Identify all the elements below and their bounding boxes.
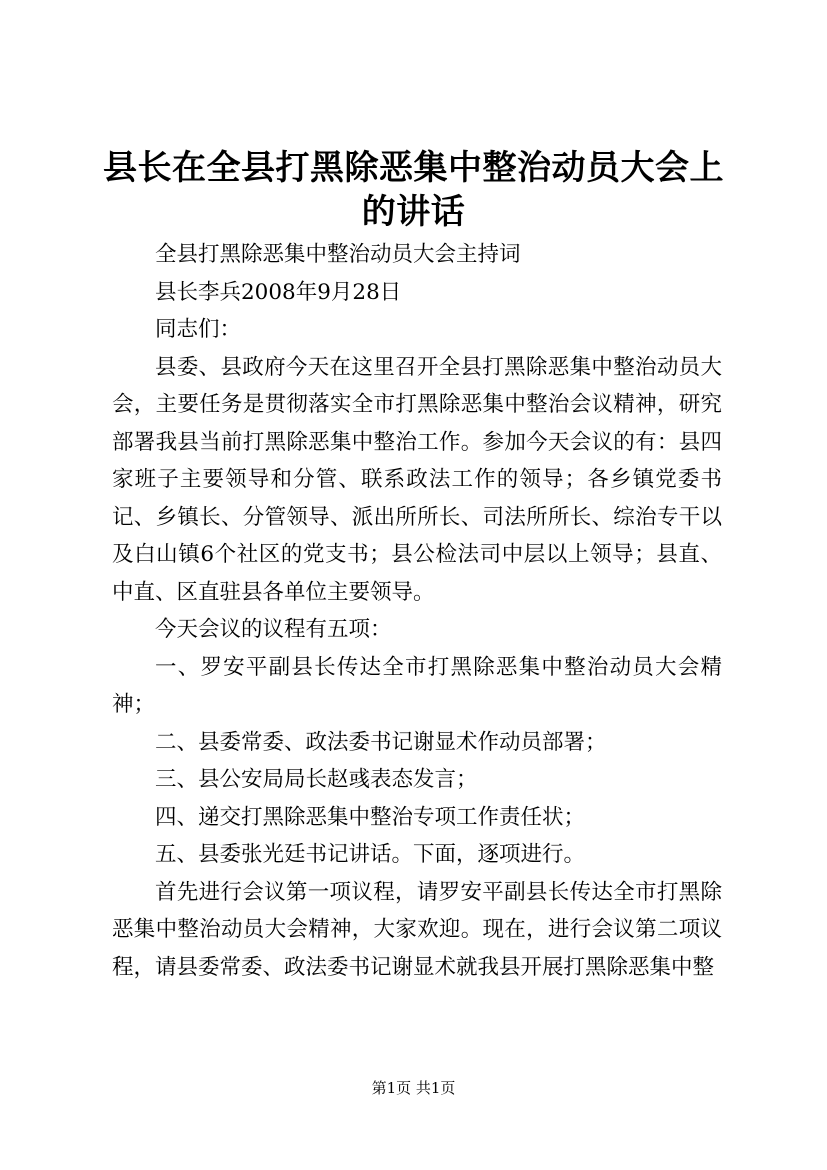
paragraph-agenda-item-1: 一、罗安平副县长传达全市打黑除恶集中整治动员大会精神； <box>112 654 722 717</box>
paragraph-agenda-item-2: 二、县委常委、政法委书记谢显术作动员部署； <box>155 729 607 755</box>
paragraph-host-script-title: 全县打黑除恶集中整治动员大会主持词 <box>155 242 521 267</box>
paragraph-salutation: 同志们： <box>155 317 242 342</box>
paragraph-speaker-date: 县长李兵2008年9月28日 <box>155 279 402 305</box>
paragraph-agenda-item-3: 三、县公安局局长赵彧表态发言； <box>155 767 478 792</box>
paragraph-proceedings: 首先进行会议第一项议程，请罗安平副县长传达全市打黑除恶集中整治动员大会精神，大家欢迎。现在，进行会议第二项议程，请县委常委、政法委书记谢显术就我县开展打黑除恶集中整 <box>112 879 722 980</box>
document-body <box>112 236 722 986</box>
paragraph-agenda-item-4: 四、递交打黑除恶集中整治专项工作责任状； <box>155 804 586 830</box>
paragraph-agenda-item-5: 五、县委张光廷书记讲话。下面，逐项进行。 <box>155 842 586 867</box>
paragraph-meeting-intro: 县委、县政府今天在这里召开全县打黑除恶集中整治动员大会，主要任务是贯彻落实全市打黑除恶集中整治会议精神，研究部署我县当前打黑除恶集中整治工作。参加今天会议的有：县四家班子主要领导和分管、联系政法工作的领导；各乡镇党委书记、乡镇长、分管领导、派出所所长、司法所所长、综治专干以及白山镇6个社区的党支书；县公检法司中层以上领导；县直、中直、区直驻县各单位主要领导。 <box>112 354 722 605</box>
page-footer: 第1页 共1页 <box>371 1079 456 1097</box>
document-title: 县长在全县打黑除恶集中整治动员大会上的讲话 <box>103 148 724 232</box>
paragraph-agenda-intro: 今天会议的议程有五项： <box>155 617 392 642</box>
